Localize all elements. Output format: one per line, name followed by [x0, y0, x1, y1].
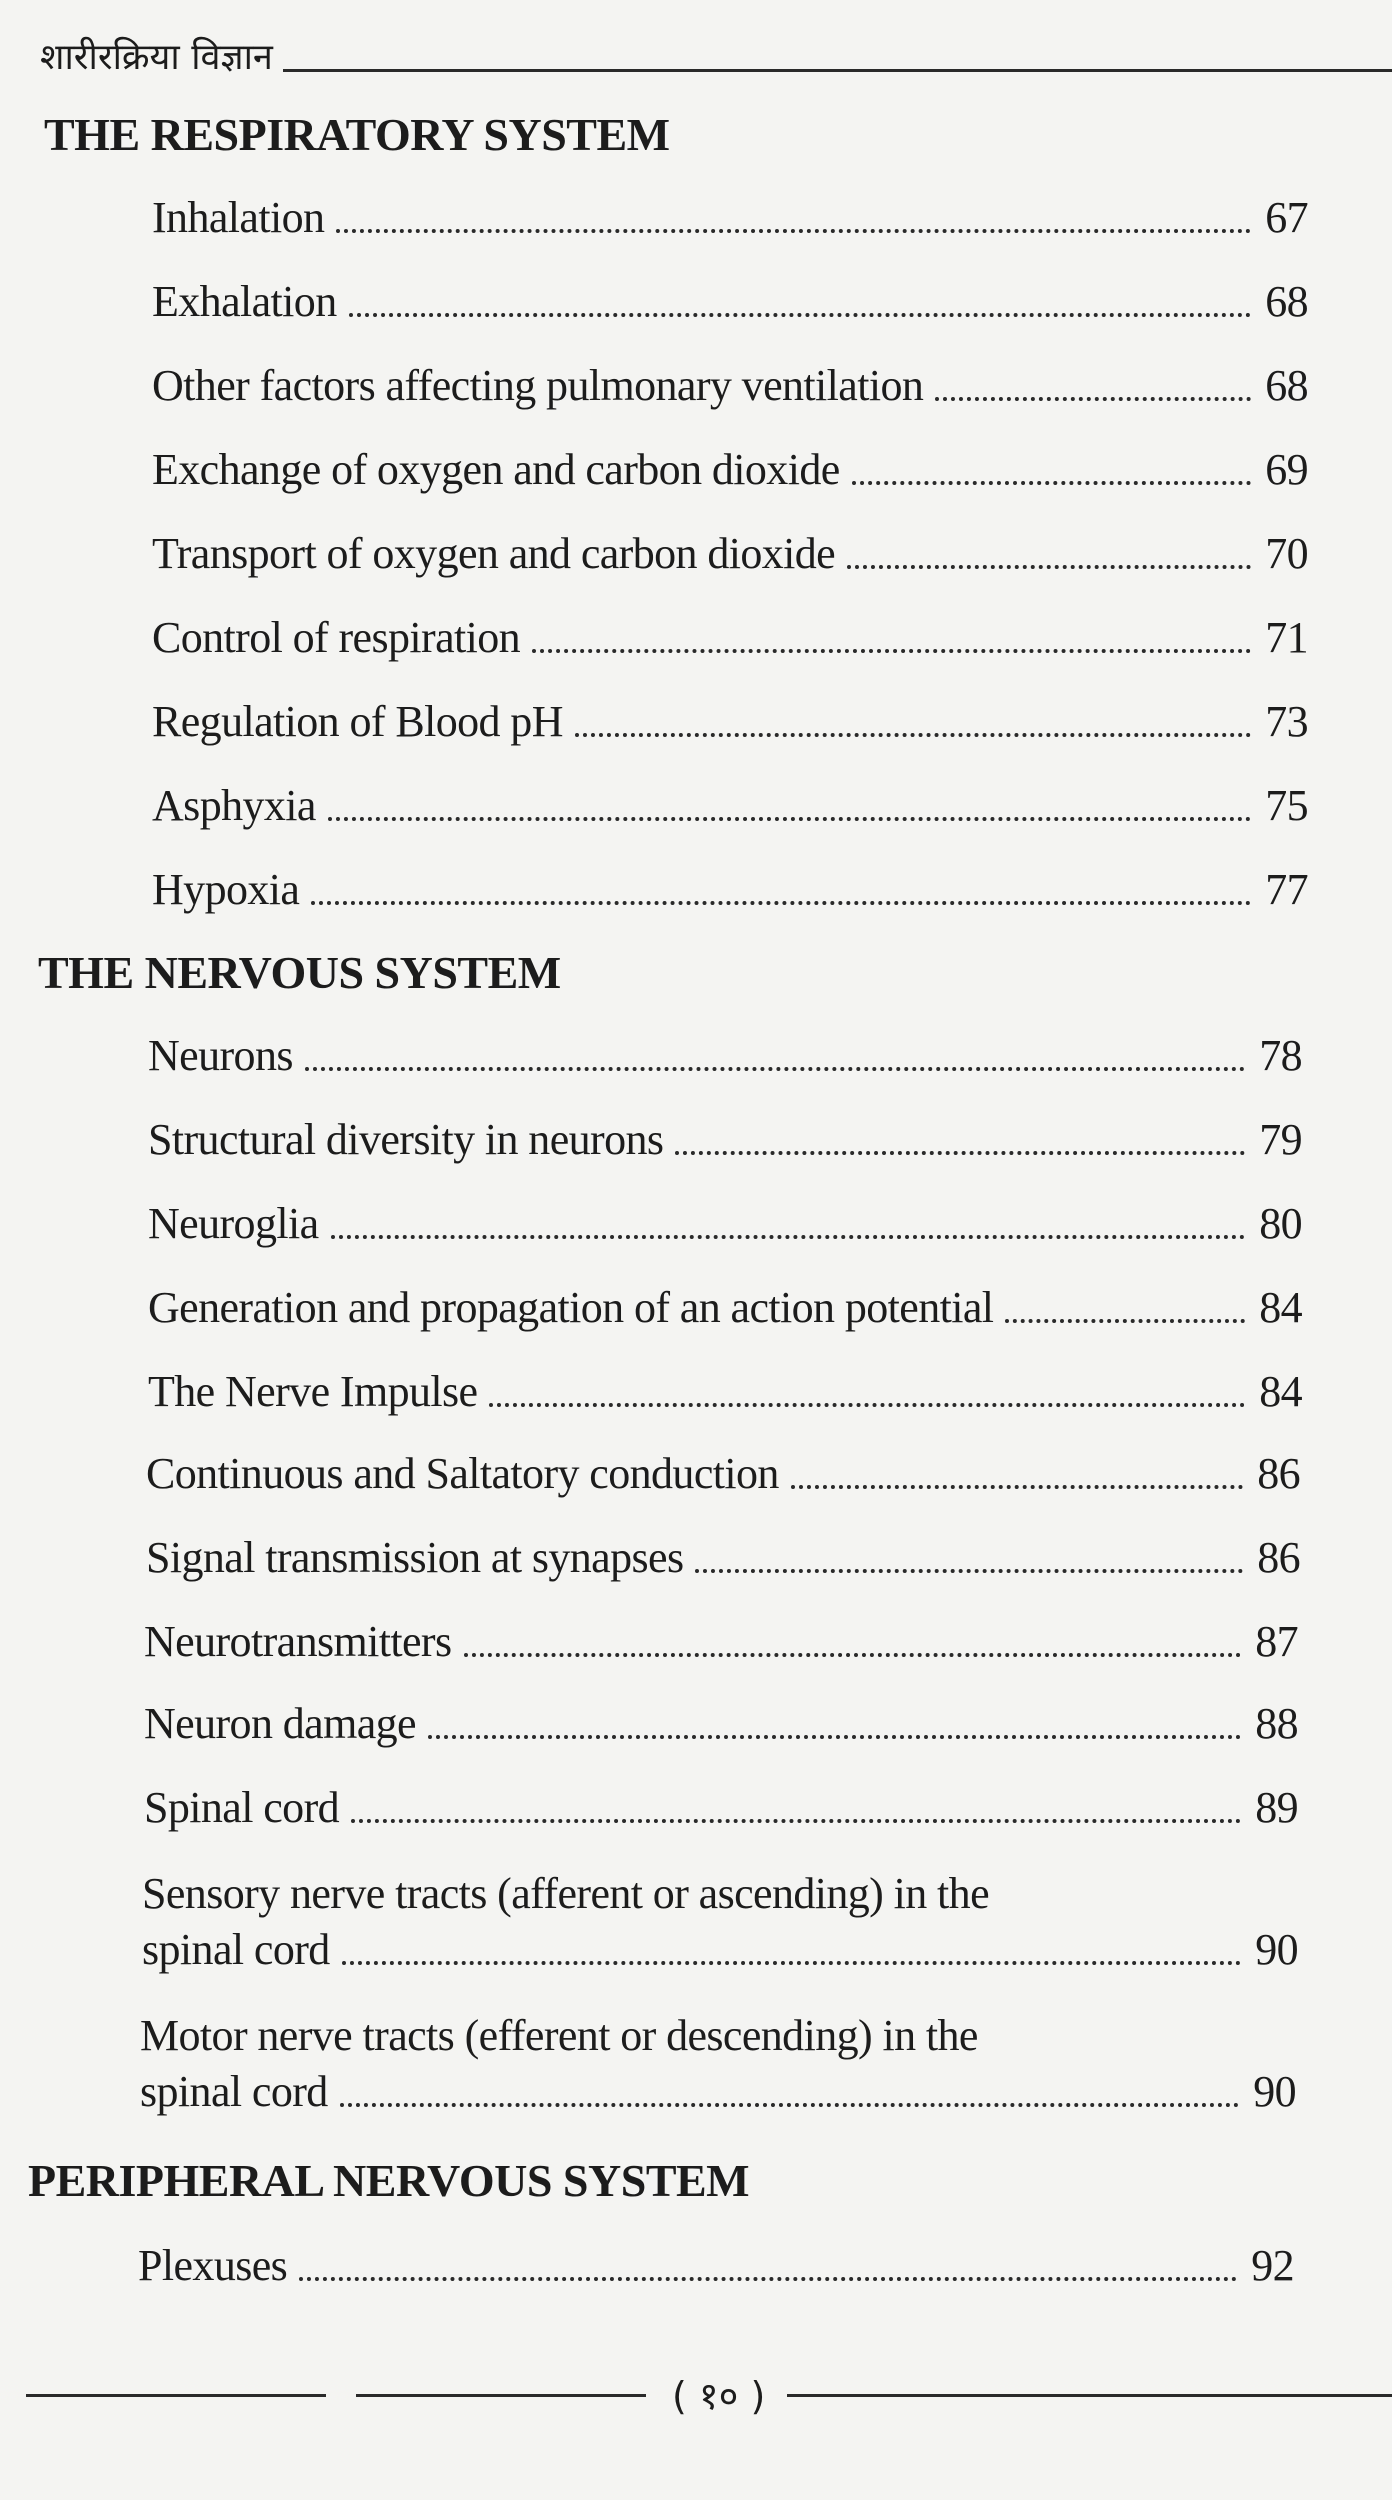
toc-page-number: 92 — [1251, 2241, 1294, 2290]
toc-entry-title: Neurotransmitters — [144, 1617, 452, 1666]
toc-entry-asphyxia — [152, 781, 1308, 830]
toc-entry-transport — [152, 529, 1308, 578]
dot-leader — [791, 1485, 1243, 1489]
toc-entry-exhalation — [152, 277, 1308, 326]
toc-entry-title: Hypoxia — [152, 865, 300, 914]
dot-leader — [342, 1961, 1242, 1965]
toc-entry-neurotransmitters — [144, 1617, 1298, 1666]
dot-leader — [328, 817, 1251, 821]
toc-page-number: 70 — [1265, 529, 1308, 578]
dot-leader — [847, 565, 1251, 569]
dot-leader — [464, 1653, 1242, 1657]
toc-page-number: 73 — [1265, 697, 1308, 746]
toc-page-number: 80 — [1259, 1199, 1302, 1248]
toc-page-number: 90 — [1253, 2067, 1296, 2116]
toc-entry-title: Exchange of oxygen and carbon dioxide — [152, 445, 840, 494]
dot-leader — [489, 1403, 1245, 1407]
dot-leader — [340, 2103, 1240, 2107]
toc-entry-sensory-tracts — [142, 1869, 1298, 1974]
toc-entry-other-factors — [152, 361, 1308, 410]
header-rule — [283, 69, 1392, 72]
toc-entry-inhalation — [152, 193, 1308, 242]
toc-page-number: 67 — [1265, 193, 1308, 242]
toc-entry-plexuses — [138, 2241, 1294, 2290]
toc-entry-title: Inhalation — [152, 193, 325, 242]
toc-entry-title: Neurons — [148, 1031, 293, 1080]
toc-entry-hypoxia — [152, 865, 1308, 914]
toc-page-number: 88 — [1255, 1699, 1298, 1748]
toc-page-number: 86 — [1257, 1533, 1300, 1582]
toc-page-number: 68 — [1265, 277, 1308, 326]
toc-entry-title: Signal transmission at synapses — [146, 1533, 684, 1582]
toc-entry-title: Generation and propagation of an action potential — [148, 1283, 994, 1332]
dot-leader — [331, 1235, 1246, 1239]
dot-leader — [852, 481, 1252, 485]
toc-entry-exchange — [152, 445, 1308, 494]
toc-entry-nerve-impulse — [148, 1367, 1302, 1416]
toc-entry-title-line1: Motor nerve tracts (efferent or descending) in the — [140, 2011, 978, 2060]
section-heading-nervous: THE NERVOUS SYSTEM — [38, 947, 561, 998]
toc-page-number: 89 — [1255, 1783, 1298, 1832]
toc-entry-title: Control of respiration — [152, 613, 521, 662]
dot-leader — [351, 1819, 1241, 1823]
toc-entry-neuron-damage — [144, 1699, 1298, 1748]
section-heading-respiratory: THE RESPIRATORY SYSTEM — [44, 109, 670, 160]
toc-entry-title-line2: spinal cord — [140, 2067, 328, 2116]
toc-entry-title: Plexuses — [138, 2241, 288, 2290]
dot-leader — [532, 649, 1251, 653]
dot-leader — [305, 1067, 1245, 1071]
toc-entry-control-respiration — [152, 613, 1308, 662]
toc-entry-title: Neuron damage — [144, 1699, 416, 1748]
dot-leader — [1005, 1319, 1245, 1323]
dot-leader — [336, 229, 1251, 233]
toc-entry-title: Continuous and Saltatory conduction — [146, 1449, 779, 1498]
toc-page-number: 84 — [1259, 1367, 1302, 1416]
toc-page-number: 79 — [1259, 1115, 1302, 1164]
toc-page-number: 69 — [1265, 445, 1308, 494]
toc-page-number: 86 — [1257, 1449, 1300, 1498]
toc-page-number: 90 — [1255, 1925, 1298, 1974]
toc-entry-title: Regulation of Blood pH — [152, 697, 563, 746]
toc-entry-title: Neuroglia — [148, 1199, 319, 1248]
dot-leader — [299, 2277, 1237, 2281]
dot-leader — [695, 1569, 1243, 1573]
toc-page-number: 87 — [1255, 1617, 1298, 1666]
running-header — [40, 22, 1392, 82]
toc-page-number: 78 — [1259, 1031, 1302, 1080]
toc-page-number: 84 — [1259, 1283, 1302, 1332]
footer-rule — [356, 2394, 646, 2397]
footer-rule — [787, 2394, 1392, 2397]
toc-entry-spinal-cord — [144, 1783, 1298, 1832]
dot-leader — [311, 901, 1251, 905]
toc-entry-title: Other factors affecting pulmonary ventilation — [152, 361, 924, 410]
toc-entry-saltatory — [146, 1449, 1300, 1498]
dot-leader — [428, 1735, 1241, 1739]
toc-entry-motor-tracts — [140, 2011, 1296, 2116]
footer-rule — [26, 2394, 326, 2397]
toc-entry-title: Spinal cord — [144, 1783, 340, 1832]
toc-entry-synapses — [146, 1533, 1300, 1582]
toc-entry-structural-diversity — [148, 1115, 1302, 1164]
toc-entry-title: The Nerve Impulse — [148, 1367, 478, 1416]
toc-page-number: 75 — [1265, 781, 1308, 830]
toc-page-number: 71 — [1265, 613, 1308, 662]
toc-entry-neurons — [148, 1031, 1302, 1080]
dot-leader — [349, 313, 1252, 317]
toc-entry-action-potential — [148, 1283, 1302, 1332]
dot-leader — [675, 1151, 1245, 1155]
page-footer — [26, 2370, 1392, 2420]
toc-entry-neuroglia — [148, 1199, 1302, 1248]
running-header-title: शारीरक्रिया विज्ञान — [40, 37, 273, 78]
dot-leader — [575, 733, 1251, 737]
toc-entry-title: Transport of oxygen and carbon dioxide — [152, 529, 836, 578]
toc-entry-title: Asphyxia — [152, 781, 316, 830]
dot-leader — [935, 397, 1251, 401]
toc-entry-title-line1: Sensory nerve tracts (afferent or ascending) in the — [142, 1869, 990, 1918]
toc-entry-title: Structural diversity in neurons — [148, 1115, 664, 1164]
toc-page-number: 77 — [1265, 865, 1308, 914]
page-folio: ( १० ) — [672, 2374, 766, 2418]
toc-entry-blood-ph — [152, 697, 1308, 746]
toc-page-number: 68 — [1265, 361, 1308, 410]
section-heading-peripheral: PERIPHERAL NERVOUS SYSTEM — [28, 2155, 750, 2206]
toc-entry-title: Exhalation — [152, 277, 337, 326]
toc-entry-title-line2: spinal cord — [142, 1925, 330, 1974]
